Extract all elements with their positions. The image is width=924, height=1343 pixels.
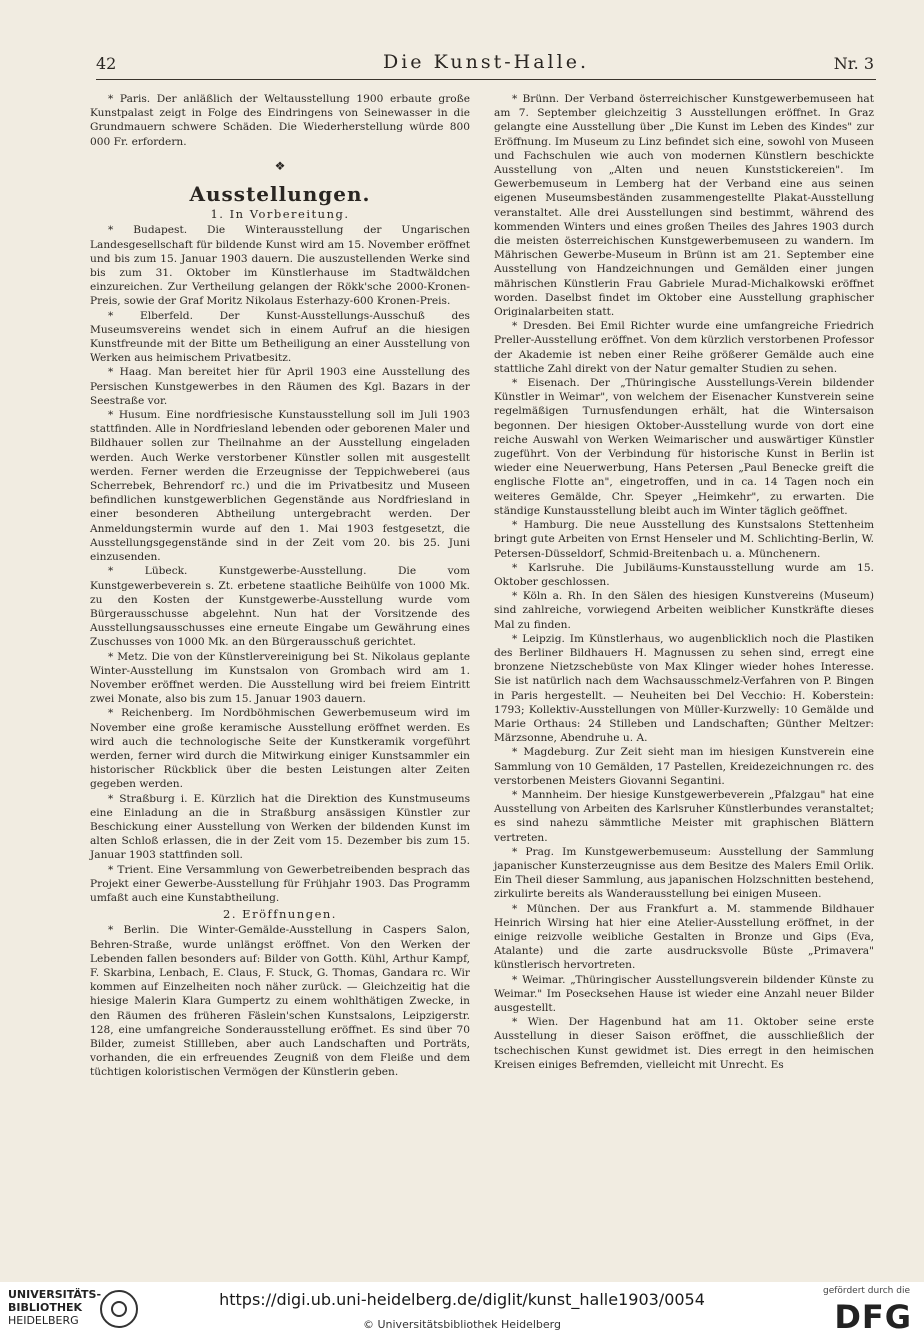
item-dresden: * Dresden. Bei Emil Richter wurde eine umfangreiche Friedrich Preller-Ausstellung eröffnet. Von dem kürzlich verstorbenen Professor der Akademie ist neben einer Reihe größerer Gemälde auch eine stattliche Zahl direkt von der Natur gemalter Studien zu sehen. bbox=[494, 320, 874, 375]
dfg-logo[interactable]: DFG bbox=[834, 1298, 912, 1336]
item-berlin: * Berlin. Die Winter-Gemälde-Ausstellung in Caspers Salon, Behren-Straße, wurde unlängst eröffnet. Von den Werken der Lebenden fallen besonders auf: Bilder von Gotth. Kühl, Arthur Kampf, F. Skarbina, Lenbach, E. Claus, F. Stuck, G. Thomas, Gandara rc. Wir kommen auf Einzelheiten noch näher zurück. — Gleichzeitig hat die hiesige Malerin Klara Gumpertz zu einem wohlthätigen Zwecke, in den Räumen des früheren Fäslein'schen Kunstsalons, Leipzigerstr. 128, eine umfangreiche Sonderausstellung eröffnet. Es sind über 70 Bilder, zumeist Stillleben, aber auch Landschaften und Porträts, vorhanden, die ein erfreuendes Zeugniß von dem Fleiße und dem tüchtigen koloristischen Vermögen der Künstlerin geben. bbox=[90, 924, 470, 1079]
item-wien: * Wien. Der Hagenbund hat am 11. Oktober seine erste Ausstellung in dieser Saison eröffnet, die ausschließlich der tschechischen Kunst gewidmet ist. Dies erregt in den heimischen Kreisen einiges Befremden, vielleicht mit Unrecht. Es bbox=[494, 1016, 874, 1071]
item-trient: * Trient. Eine Versammlung von Gewerbetreibenden besprach das Projekt einer Gewerbe-Ausstellung für Frühjahr 1903. Das Programm umfaßt auch eine Kunstabtheilung. bbox=[90, 863, 470, 904]
item-budapest: * Budapest. Die Winterausstellung der Ungarischen Landesgesellschaft für bildende Kunst wird am 15. November eröffnet und bis zum 15. Januar 1903 dauern. Die auszustellenden Werke sind bis zum 31. Oktober im Künstlerhause im Stadtwäldchen einzureichen. Zur Vertheilung gelangen der Rökk'sche 2000-Kronen-Preis, sowie der Graf Moritz Nikolaus Esterhazy-600 Kronen-Preis. bbox=[90, 224, 470, 308]
item-luebeck: * Lübeck. Kunstgewerbe-Ausstellung. Die vom Kunstgewerbeverein s. Zt. erbetene staatliche Beihülfe von 1000 Mk. zu den Kosten der Kunstgewerbe-Ausstellung wurde vom Bürgerausschusse abgelehnt. Nun hat der Vorsitzende des Ausstellungsausschusses eine erneute Eingabe um Gewährung eines Zuschusses von 1000 Mk. an den Bürgerausschuß gerichtet. bbox=[90, 565, 470, 649]
journal-title: Die Kunst-Halle. bbox=[383, 51, 589, 73]
library-name-line3: HEIDELBERG bbox=[8, 1314, 79, 1327]
item-prag: * Prag. Im Kunstgewerbemuseum: Ausstellung der Sammlung japanischer Kunsterzeugnisse aus dem Besitze des Malers Emil Orlik. Ein Theil dieser Sammlung, aus japanischen Holzschnitten bestehend, zirkulirte bereits als Wanderausstellung bei einigen Museen. bbox=[494, 845, 874, 901]
item-weimar: * Weimar. „Thüringischer Ausstellungsverein bildender Künste zu Weimar." Im Posecksehen Hause ist wieder eine Anzahl neuer Bilder ausgestellt. bbox=[494, 973, 874, 1014]
viewer-footer bbox=[0, 1282, 924, 1343]
item-reichenberg: * Reichenberg. Im Nordböhmischen Gewerbemuseum wird im November eine große keramische Ausstellung eröffnet werden. Es wird auch die technologische Seite der Kunstkeramik vorgeführt werden, ferner wird durch die Mitwirkung einiger Kunstsammler ein historischer Rückblick über die besten Leistungen alter Zeiten gegeben werden. bbox=[90, 707, 470, 791]
subhead-openings: 2. Eröffnungen. bbox=[223, 907, 337, 922]
item-magdeburg: * Magdeburg. Zur Zeit sieht man im hiesigen Kunstverein eine Sammlung von 10 Gemälden, 17 Pastellen, Kreidezeichnungen rc. des verstorbenen Meisters Giovanni Segantini. bbox=[494, 746, 874, 787]
item-husum: * Husum. Eine nordfriesische Kunstausstellung soll im Juli 1903 stattfinden. Alle in Nordfriesland lebenden oder geborenen Maler und Bildhauer sollen zur Theilnahme an der Ausstellung eingeladen werden. Auch Werke verstorbener Künstler sollen mit ausgestellt werden. Ferner werden die Erzeugnisse der Teppichweberei (aus Scherrebek, Behrendorf rc.) und die im Privatbesitz und Museen befindlichen kunstgewerblichen Gegenstände aus Nordfriesland in einer besonderen Abtheilung untergebracht werden. Der Anmeldungstermin wurde auf den 1. Mai 1903 festgesetzt, die Ausstellungsgegenstände sind in der Zeit vom 20. bis 25. Juni einzusenden. bbox=[90, 409, 470, 564]
issue-number: Nr. 3 bbox=[833, 54, 874, 73]
section-title: Ausstellungen. bbox=[189, 182, 371, 207]
paris-notice: * Paris. Der anläßlich der Weltausstellung 1900 erbaute große Kunstpalast zeigt in Folge des Eindringens von Seinewasser in die Grundmauern schwere Schäden. Die Wiederherstellung würde 800 000 Fr. erfordern. bbox=[90, 93, 470, 148]
item-elberfeld: * Elberfeld. Der Kunst-Ausstellungs-Ausschuß des Museumsvereins wendet sich in einem Aufruf an die hiesigen Kunstfreunde mit der Bitte um Betheiligung an einer Ausstellung von Werken aus heimischem Privatbesitz. bbox=[90, 309, 470, 365]
item-mannheim: * Mannheim. Der hiesige Kunstgewerbeverein „Pfalzgau" hat eine Ausstellung von Arbeiten des Karlsruher Künstlerbundes veranstaltet; es sind nahezu sämmtliche Meister mit graphischen Blättern vertreten. bbox=[494, 788, 874, 844]
header-rule bbox=[96, 79, 876, 80]
item-haag: * Haag. Man bereitet hier für April 1903 eine Ausstellung des Persischen Kunstgewerbes in den Räumen des Kgl. Bazars in der Seestraße vor. bbox=[90, 366, 470, 407]
item-eisenach: * Eisenach. Der „Thüringische Ausstellungs-Verein bildender Künstler in Weimar", von welchem der Eisenacher Kunstverein seine regelmäßigen Turnusfendungen erhält, hat die Wintersaison begonnen. Der hiesigen Oktober-Ausstellung wurde von dort eine reiche Auswahl von Werken Weimarischer und auswärtiger Künstler zugeführt. Von der Verbindung für historische Kunst in Berlin ist wieder eine Neuerwerbung, Hans Petersen „Paul Benecke greift die englische Flotte an", eingetroffen, und in ca. 14 Tagen noch ein weiteres Gemälde, Chr. Speyer „Heimkehr", zu erwarten. Die ständige Kunstausstellung bleibt auch im Winter täglich geöffnet. bbox=[494, 377, 874, 517]
right-column bbox=[494, 92, 874, 1072]
item-muenchen: * München. Der aus Frankfurt a. M. stammende Bildhauer Heinrich Wirsing hat hier eine Atelier-Ausstellung eröffnet, in der einige reizvolle weibliche Gestalten in Bronze und Gips (Eva, Atalante) und die zarte ausdrucksvolle Büste „Primavera" künstlerisch hervortreten. bbox=[494, 902, 874, 972]
subhead-preparation: 1. In Vorbereitung. bbox=[210, 207, 350, 222]
page-header bbox=[96, 51, 876, 77]
item-hamburg: * Hamburg. Die neue Ausstellung des Kunstsalons Stettenheim bringt gute Arbeiten von Ernst Henseler und M. Schlichting-Berlin, W. Petersen-Düsseldorf, Schmid-Breitenbach u. a. Münchenern. bbox=[494, 519, 874, 560]
item-leipzig: * Leipzig. Im Künstlerhaus, wo augenblicklich noch die Plastiken des Berliner Bildhauers H. Magnussen zu sehen sind, erregt eine bronzene Nietzschebüste von Max Klinger wieder hohes Interesse. Sie ist natürlich nach dem Wachsausschmelz-Verfahren von P. Bingen in Paris hergestellt. — Neuheiten bei Del Vecchio: H. Koberstein: 1793; Kollektiv-Ausstellungen von Müller-Kurzwelly: 10 Gemälde und Marie Orthaus: 24 Stilleben und Landschaften; Günther Meltzer: Märzsonne, Abendruhe u. A. bbox=[494, 632, 874, 745]
item-strassburg: * Straßburg i. E. Kürzlich hat die Direktion des Kunstmuseums eine Einladung an die in Straßburg ansässigen Künstler zur Beschickung einer Ausstellung von Werken der bildenden Kunst im alten Schloß erlassen, die in der Zeit vom 15. Dezember bis zum 15. Januar 1903 stattfinden soll. bbox=[90, 792, 470, 862]
left-column bbox=[90, 92, 470, 1080]
permalink-url[interactable]: https://digi.ub.uni-heidelberg.de/diglit/kunst_halle1903/0054 bbox=[219, 1290, 705, 1309]
copyright-notice: © Universitätsbibliothek Heidelberg bbox=[362, 1318, 561, 1331]
page-number: 42 bbox=[96, 54, 117, 73]
item-koeln: * Köln a. Rh. In den Sälen des hiesigen Kunstvereins (Museum) sind zahlreiche, vorwiegend Arbeiten weiblicher Kunstkräfte dieses Mal zu finden. bbox=[494, 590, 874, 631]
library-name-line1: UNIVERSITÄTS- bbox=[8, 1288, 102, 1301]
ornament-divider: ❖ bbox=[274, 158, 286, 173]
funded-by-label: gefördert durch die bbox=[823, 1286, 910, 1296]
item-metz: * Metz. Die von der Künstlervereinigung bei St. Nikolaus geplante Winter-Ausstellung im Kunstsalon von Grombach wird am 1. November eröffnet werden. Die Ausstellung wird bei freiem Eintritt zwei Monate, also bis zum 15. Januar 1903 dauern. bbox=[90, 650, 470, 706]
item-bruenn: * Brünn. Der Verband österreichischer Kunstgewerbemuseen hat am 7. September gleichzeitig 3 Ausstellungen eröffnet. In Graz gelangte eine Ausstellung über „Die Kunst im Leben des Kindes" zur Eröffnung. Im Museum zu Linz befindet sich eine, sowohl von Museen und Fachschulen wie auch von modernen Künstlern beschickte Ausstellung von „Alten und neuen Kunststickereien". Im Gewerbemuseum in Lemberg hat der Verband eine aus seinen eigenen Museumsbeständen zusammengestellte Plakat-Ausstellung veranstaltet. Alle drei Ausstellungen sind bestimmt, während des kommenden Winters und eines großen Theiles des Jahres 1903 durch die meisten österreichischen Kunstgewerbemuseen zu wandern. Im Mährischen Gewerbe-Museum in Brünn ist am 21. September eine Ausstellung von Handzeichnungen und Gemälden einer jungen mährischen Künstlerin Frau Gabriele Murad-Michalkowski eröffnet worden. Daselbst findet im Oktober eine Ausstellung graphischer Originalarbeiten statt. bbox=[494, 93, 874, 319]
library-name-line2: BIBLIOTHEK bbox=[8, 1301, 83, 1314]
item-karlsruhe: * Karlsruhe. Die Jubiläums-Kunstausstellung wurde am 15. Oktober geschlossen. bbox=[494, 561, 874, 588]
